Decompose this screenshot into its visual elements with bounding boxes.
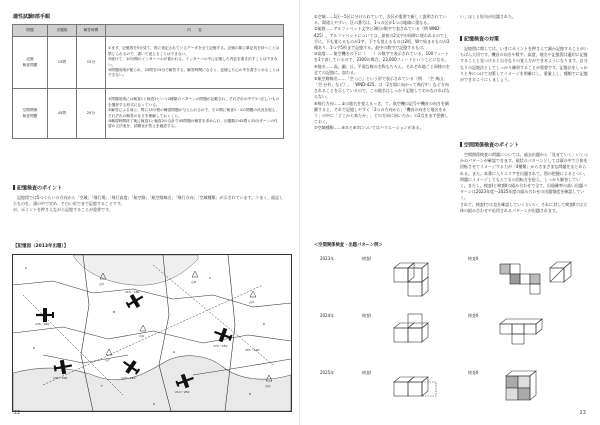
map-label: B xyxy=(113,310,116,314)
content-line: ①まず、記憶図を5分見て、図に表記されているデータを全て記憶する。記憶の際に筆記具を持つことは禁じられるので、書いて覚えることはできない。 xyxy=(108,46,280,56)
memory-map xyxy=(12,254,292,412)
section-title-text: 記憶検査のポイント xyxy=(17,185,63,192)
kensa1-label: 検査Ⅰ xyxy=(362,256,372,261)
section-bar-icon xyxy=(460,142,462,147)
map-label: C xyxy=(209,276,212,280)
kensa1-label: 検査Ⅰ xyxy=(362,370,372,375)
kensa2-label: 検査Ⅱ xyxy=(468,313,478,318)
cell-type: 記憶 検査問題 xyxy=(13,37,48,89)
section-title-memory-points xyxy=(13,185,62,193)
cell-count: 15問 xyxy=(48,37,77,89)
year-label: 2023年 xyxy=(320,256,335,261)
kensa1-figures xyxy=(380,258,460,408)
map-label: Z xyxy=(153,402,156,406)
point-item: ②航路……アルファベット文字と3桁の数字で表されている（例 WND-425）。アルファベットについては、最初の2文字が同時に使われるので上手に、下も覚えるものが1字、下でも覚えるものは2桁、Wで始まるものが2種あり、1つ字5桁まで記憶する。最中の数字で記憶するもの。 xyxy=(314,26,450,50)
right-col-top: い」ほしと短句が出題された。 xyxy=(460,14,516,19)
paragraph: が、ポイントを押さえながら記憶することが重要です。 xyxy=(13,207,113,213)
map-label: E xyxy=(33,346,35,350)
content-line: ②続けて、10分間のインターバルが置かれる。インターバル中に記憶した内容を書き出すことはできない。 xyxy=(108,57,278,67)
content-line: ③問題用紙が配られ、15問を15分で解答する。解答時間になると、記憶した心の中を書きとめることはできない。 xyxy=(108,67,280,78)
schedule-table xyxy=(12,24,284,139)
map-label: D xyxy=(263,322,266,326)
map-label: 170～250 xyxy=(213,344,228,348)
map-label: G xyxy=(173,350,176,354)
header-time: 解答時間 xyxy=(77,25,106,37)
map-label: 山C xyxy=(99,282,105,286)
map-label: 山X xyxy=(249,300,255,304)
map-label: 215／180 xyxy=(125,290,140,294)
cell-count: 45問 xyxy=(48,89,77,139)
kensa2-label: 検査Ⅱ xyxy=(468,370,478,375)
content-line: ②解答にふる前に、問に15分程の練習問題が与えられるので、その間に検査1・2の問題の状況を捉え、それぞれの解答の仕方を理解しておくこと。 xyxy=(108,108,280,118)
table-row xyxy=(13,37,284,89)
paragraph: 空間関係検査の問題については、過去出題から「見せていく」いくつかのパターンが確認できます。現状のパターンとしては頭の中で立体を回転させてイメージする力が「4種類」からさまざまな問題をまとめられる。また、本番に入りエリアを出題されて、図の把握によるとつい、問題にイメージしてもとてもの回転方を捉え、しっかり解答していく。またし、検査Ⅰと検査Ⅱの組み合わせで全て、出現確率の高い出題パターンは2023年度～2025年度の組み合わせの出題頻度を確認していく。 xyxy=(460,152,588,201)
content-line: ③練習時間終了後に検査1と検査2の合計で45問題の解答を求められ、出題数の45問と25分ターンの代替の文法表を、試験官が答えを確認する。 xyxy=(108,118,278,129)
point-item: ⑦空域種類……⑥⑦と⑥⑦についてはバリエーションがある。 xyxy=(314,125,424,131)
map-label: 山Z xyxy=(191,280,197,284)
map-caption: 【記憶図（2013年出題）】 xyxy=(13,244,69,249)
point-item: ⑥飛行方向……①の地名を覚えるっさ、て、航空機の記号や機首の向きを網羅すると、それで記憶しやすく「2つの方向から」「機首の向きと地名をかう」の中に「どこから来たか」、どの方向に向いたか」の2点をまず把握しておく。 xyxy=(314,100,449,125)
map-label: 125～210 xyxy=(121,376,136,380)
memory-points-text xyxy=(13,195,287,214)
header-content: 内 容 xyxy=(106,25,284,37)
memory-measures-text: 記憶図に関しては、いきにポイントを押さえて細か記憶することがいちばん大切です。機首の向きや数字、高度、地名や記憶図は適切に記憶することと見つけると自分なりの覚え方ができるようになります。自分なりの記憶法としてしっかり練習することが重要です。記憶法をしっかりと身につけて対策してイメージを明確にし、重量上し、種類でに記憶ができるようにしましょう。 xyxy=(460,46,588,82)
map-figure xyxy=(13,255,291,411)
year-label: 2025年 xyxy=(320,370,335,375)
page-number-right: 23 xyxy=(579,409,586,416)
map-label: 山Q xyxy=(265,384,271,388)
right-page xyxy=(300,0,600,425)
point-item: ③高度……航空機名の下に（ ）の数字で表示されている。100フィートを1で表しているので、2300の場合、23,000フィートということになる。 xyxy=(314,51,449,63)
pattern-title: ＜空間関係検査・出題パターン例＞ xyxy=(314,243,383,248)
map-label: 135／240 xyxy=(35,322,50,326)
map-label: F xyxy=(101,384,103,388)
map-label: 155～190 xyxy=(245,348,260,352)
kensa2-label: 検査Ⅱ xyxy=(468,256,478,261)
map-label: 山O xyxy=(139,334,145,338)
table-title: 適性試験Ⅰ部手順 xyxy=(13,14,50,20)
section-bar-icon xyxy=(460,36,462,41)
header-count: 出題数 xyxy=(48,25,77,37)
paragraph: 記憶図では5つくらいの方向から「空域」「飛行場」「飛行高度」「航空路」「航空路線名」「飛行方向」「空域種類」が示されています。うまく、暗記したものを、頭の中で定め、そ白い形でまで記憶することです。 xyxy=(13,195,284,207)
spatial-points-text xyxy=(460,152,588,214)
point-list xyxy=(314,14,450,132)
section-title-spatial-points xyxy=(460,142,519,150)
point-item: ④地名……高、瀬、丘、平面な線の名称もちろん、それぞれ地ごと同様のを全ての記憶に、加わる。 xyxy=(314,63,450,75)
year-label: 2024年 xyxy=(320,313,335,318)
cell-time: 15分 xyxy=(77,37,106,89)
section-title-text: 記憶検査の対策 xyxy=(464,36,500,43)
content-line: ①問題用紙には検査1と検査2という2種類のパターンの問題が記載され、それぞれの中で1つ正しいものを選択する形式になっている。 xyxy=(108,97,280,107)
table-row xyxy=(13,89,284,139)
cell-content xyxy=(106,89,284,139)
paragraph: されて、検査Ⅰでは直を確認していくといい、それに対して検査Ⅱでは立体の組み合わせや応用されるパターンが出題されます。 xyxy=(460,201,588,213)
kensa2-figures xyxy=(490,258,590,408)
cell-time: 25分 xyxy=(77,89,106,139)
section-title-memory-measures xyxy=(460,36,499,44)
cell-type: 空間関係 検査問題 xyxy=(13,89,48,139)
map-label: 135／205 xyxy=(53,376,68,380)
header-type: 問題 xyxy=(13,25,48,37)
map-label: A xyxy=(25,266,28,270)
map-label: 210～250 xyxy=(175,390,190,394)
cell-content xyxy=(106,37,284,89)
kensa1-label: 検査Ⅰ xyxy=(362,313,372,318)
point-item: ⑤航空路線名……「空 ○○」という形で表示されている（例：「空 飛山」「空 台有」など）。「WND-425」は「2方面に向かって飛行中」など方向されることを示しているので、この地名はしっかり記憶しておかなければならない。 xyxy=(314,75,450,100)
page-number-left: 22 xyxy=(14,409,21,416)
section-bar-icon xyxy=(13,185,15,190)
map-label: 山Y xyxy=(105,358,110,362)
section-title-text: 空間関係検査のポイント xyxy=(464,142,520,149)
point-item: ①空域……1区～5区に分けられていて、各区が重要で新しく説明されている。間違えやすい。区の番号は、1つの区が1つの地域に重なる。 xyxy=(314,14,447,26)
map-label: H xyxy=(249,392,252,396)
